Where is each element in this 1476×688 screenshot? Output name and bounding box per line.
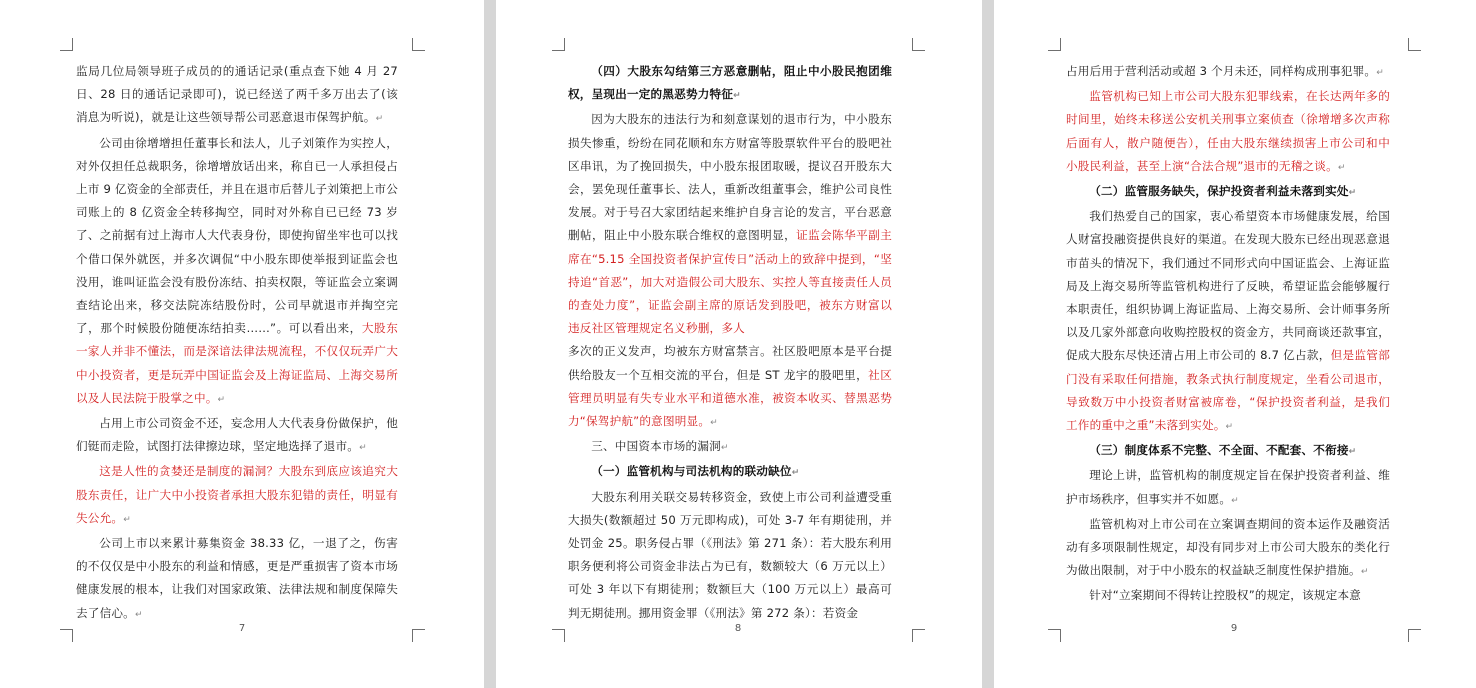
paragraph: 公司由徐增增担任董事长和法人，儿子刘策作为实控人，对外仅担任总裁职务，徐增增放话出来，称自已一人承担侵占上市 9 亿资金的全部责任，并且在退市后替儿子刘策把上市公司账上的 8 亿资金全转移掏空，同时对外称自已已经 73 岁了、之前据有过上海市人大代表身份，即使拘留坐牢也可以找个借口保外就医，并多次调侃“中小股东即使举报到证监会也没用，谁叫证监会没有股份冻结、拍卖权限，等证监会立案调查结论出来，移交法院冻结股份时，公司早就退市并掏空完了，那个时候股份随便冻结拍卖……”。可以看出来，大股东一家人并非不懂法，而是深谙法律法规流程，不仅仅玩弄广大中小投资者，更是玩弄中国证监会及上海证监局、上海交易所以及人民法院于股掌之中。↵ <box>76 135 398 405</box>
paragraph: 公司上市以来累计募集资金 38.33 亿，一退了之，伤害的不仅仅是中小股东的利益和情感，更是严重损害了资本市场健康发展的根本，让我们对国家政策、法律法规和制度保障失去了信心。↵ <box>76 536 398 620</box>
margin-corner-top-left <box>552 38 565 51</box>
paragraph: 占用后用于营利活动或超 3 个月未还，同样构成刑事犯罪。↵ <box>1066 64 1384 78</box>
document-page-8 <box>496 0 982 688</box>
document-page-7 <box>0 0 484 688</box>
section-heading: （四）大股东勾结第三方恶意删帖，阻止中小股民抱团维权，呈现出一定的黑恶势力特征↵ <box>568 64 892 102</box>
page-number: 9 <box>1230 623 1238 634</box>
paragraph: 理论上讲，监管机构的制度规定旨在保护投资者利益、维护市场秩序，但事实并不如愿。↵ <box>1066 468 1390 506</box>
paragraph-highlight: 这是人性的贪婪还是制度的漏洞？大股东到底应该追究大股东责任，让广大中小投资者承担大股东犯错的责任，明显有失公允。↵ <box>76 464 398 525</box>
margin-corner-top-left <box>60 38 73 51</box>
margin-corner-top-left <box>1048 38 1061 51</box>
section-heading: （二）监管服务缺失，保护投资者利益未落到实处↵ <box>1089 184 1357 199</box>
paragraph: 因为大股东的违法行为和刻意谋划的退市行为，中小股东损失惨重，纷纷在同花顺和东方财富等股票软件平台的股吧社区串讯，为了挽回损失，中小股东报团取暖，提议召开股东大会，罢免现任董事长、法人，重新改组董事会，维护公司良性发展。对于号召大家团结起来维护自身言论的发言，平台恶意删帖，阻止中小股东联合维权的意图明显，证监会陈华平副主席在“5.15 全国投资者保护宣传日”活动上的致辞中提到，“坚持追“首恶”，加大对造假公司大股东、实控人等直接责任人员的查处力度”，证监会副主席的原话发到股吧，被东方财富以违反社区管理规定名义秒删，多人 <box>568 112 892 336</box>
paragraph-highlight: 监管机构已知上市公司大股东犯罪线索，在长达两年多的时间里，始终未移送公安机关刑事立案侦查（徐增增多次声称后面有人，散户随便告），任由大股东继续损害上市公司和中小股民利益，甚至上演“合法合规”退市的无稽之谈。↵ <box>1066 89 1390 173</box>
paragraph: 大股东利用关联交易转移资金，致使上市公司利益遭受重大损失(数额超过 50 万元即构成)，可处 3-7 年有期徒刑，并处罚金 25。职务侵占罪（《刑法》第 271 条）：若大股东利用职务便利将公司资金非法占为已有，数额较大（6 万元以上）可处 3 年以下有期徒刑；数额巨大（100 万元以上）最高可判无期徒刑。挪用资金罪（《刑法》第 272 条）：若资金 <box>568 489 892 620</box>
page-body[interactable] <box>76 60 398 627</box>
page-number: 8 <box>734 623 742 634</box>
margin-corner-top-right <box>412 38 425 51</box>
margin-corner-bottom-left <box>1048 629 1061 642</box>
margin-corner-bottom-right <box>412 629 425 642</box>
margin-corner-bottom-right <box>912 629 925 642</box>
page-body[interactable] <box>568 60 892 625</box>
paragraph: 占用上市公司资金不还，妄念用人大代表身份做保护，他们铤而走险，试图打法律擦边球，坚定地选择了退市。↵ <box>76 416 398 454</box>
margin-corner-top-right <box>912 38 925 51</box>
margin-corner-bottom-right <box>1408 629 1421 642</box>
paragraph: 针对“立案期间不得转让控股权”的规定，该规定本意 <box>1089 588 1362 603</box>
paragraph: 监管机构对上市公司在立案调查期间的资本运作及融资活动有多项限制性规定，却没有同步对上市公司大股东的类化行为做出限制，对于中小股东的权益缺乏制度性保护措施。↵ <box>1066 516 1390 578</box>
margin-corner-bottom-left <box>552 629 565 642</box>
page-body[interactable] <box>1066 60 1390 608</box>
section-heading: （三）制度体系不完整、不全面、不配套、不衔接↵ <box>1089 443 1357 458</box>
paragraph: 监局几位局领导班子成员的的通话记录(重点查下她 4 月 27 日、28 日的通话记录即可)，说已经送了两千多万出去了(该消息为听说)，就是让这些领导帮公司恶意退市保驾护航。↵ <box>76 64 398 125</box>
chapter-heading: 三、中国资本市场的漏洞↵ <box>591 439 729 454</box>
section-heading: （一）监管机构与司法机构的联动缺位↵ <box>591 464 800 479</box>
margin-corner-bottom-left <box>60 629 73 642</box>
paragraph: 我们热爱自己的国家，衷心希望资本市场健康发展，给国人财富投融资提供良好的渠道。在发现大股东已经出现恶意退市苗头的情况下，我们通过不同形式向中国证监会、上海证监局及上海交易所等监管机构进行了反映，希望证监会能够履行本职责任，组织协调上海证监局、上海交易所、会计师事务所以及几家外部意向收购控股权的资金方，共同商谈还款事宜，促成大股东尽快还清占用上市公司的 8.7 亿占款，但是监管部门没有采取任何措施，教条式执行制度规定，坐看公司退市，导致数万中小投资者财富被席卷，“保护投资者利益，是我们工作的重中之重”未落到实处。↵ <box>1066 209 1390 433</box>
margin-corner-top-right <box>1408 38 1421 51</box>
document-page-9 <box>994 0 1476 688</box>
page-number: 7 <box>238 623 246 634</box>
paragraph: 多次的正义发声，均被东方财富禁言。社区股吧原本是平台提供给股友一个互相交流的平台，但是 ST 龙宇的股吧里，社区管理员明显有失专业水平和道德水准，被资本收买、替黑恶势力“保驾护航”的意图明显。↵ <box>568 344 892 429</box>
